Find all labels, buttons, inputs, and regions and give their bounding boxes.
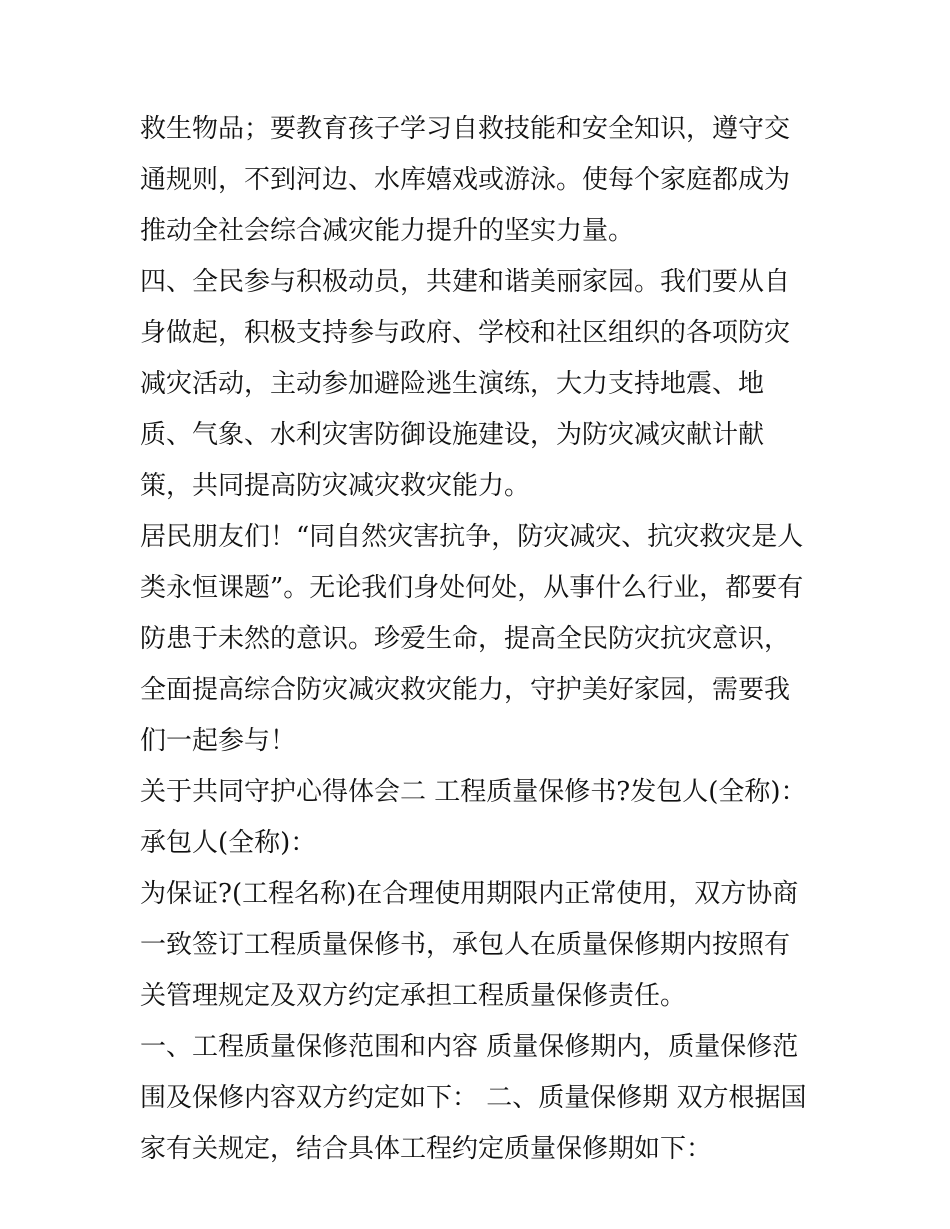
paragraph-section-four: 四、全民参与积极动员，共建和谐美丽家园。我们要从自身做起，积极支持参与政府、学校和社区组织的各项防灾减灾活动，主动参加避险逃生演练，大力支持地震、地质、气象、水利灾害防御设施建设，为防灾减灾献计献策，共同提高防灾减灾救灾能力。 — [140, 267, 791, 501]
paragraph-family-safety: 救生物品；要教育孩子学习自救技能和安全知识，遵守交通规则，不到河边、水库嬉戏或游泳。使每个家庭都成为推动全社会综合减灾能力提升的坚实力量。 — [140, 114, 791, 246]
document-page — [140, 104, 815, 1175]
paragraph-warranty-parties: 关于共同守护心得体会二 工程质量保修书?发包人(全称)： 承包人(全称)： — [140, 777, 807, 858]
paragraph-residents-appeal: 居民朋友们！“同自然灾害抗争，防灾减灾、抗灾救灾是人类永恒课题”。无论我们身处何处，从事什么行业，都要有防患于未然的意识。珍爱生命，提高全民防灾抗灾意识，全面提高综合防灾减灾救灾能力，守护美好家园，需要我们一起参与！ — [140, 522, 804, 756]
paragraph-warranty-purpose: 为保证?(工程名称)在合理使用期限内正常使用，双方协商一致签订工程质量保修书，承包人在质量保修期内按照有关管理规定及双方约定承担工程质量保修责任。 — [140, 879, 799, 1011]
paragraph-warranty-scope: 一、工程质量保修范围和内容 质量保修期内，质量保修范围及保修内容双方约定如下： 二、质量保修期 双方根据国家有关规定，结合具体工程约定质量保修期如下： — [140, 1032, 807, 1164]
